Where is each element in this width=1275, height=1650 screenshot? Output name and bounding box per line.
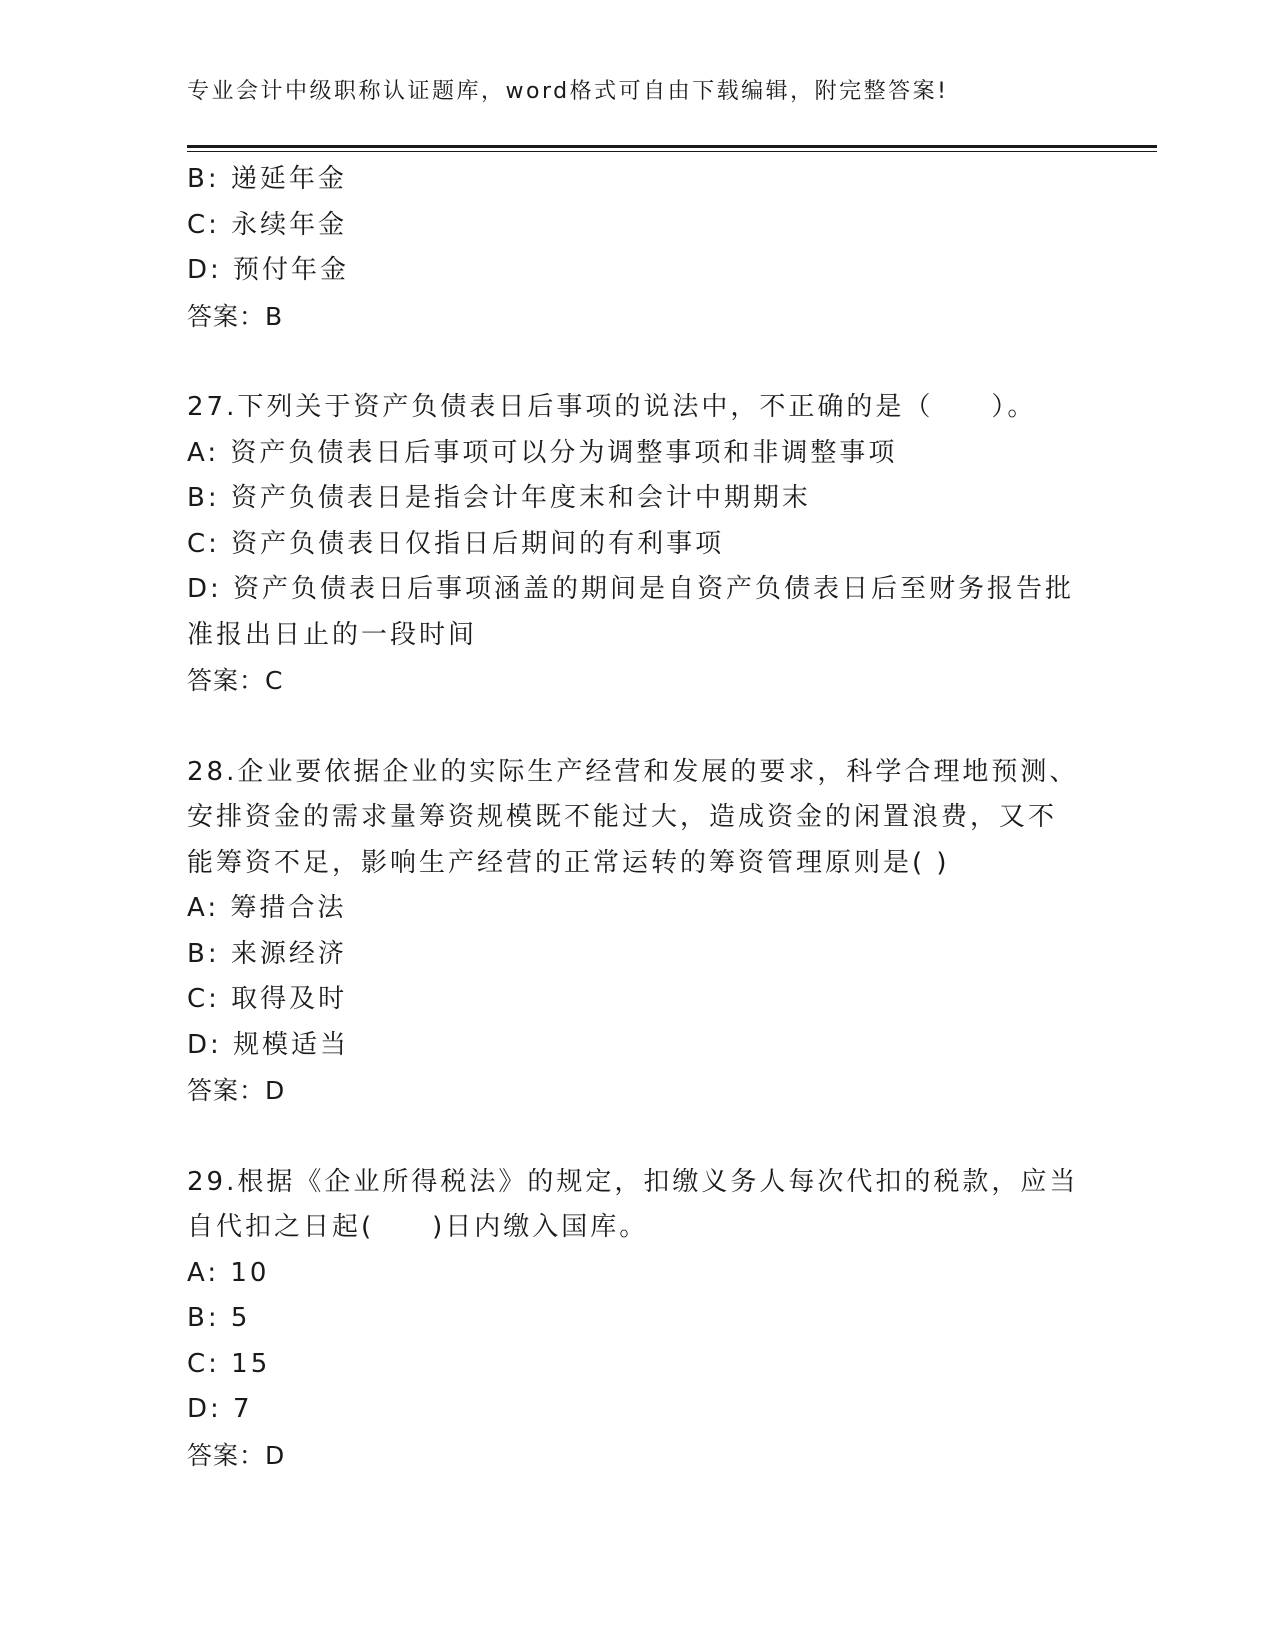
option-line: A: 资产负债表日后事项可以分为调整事项和非调整事项 <box>187 437 898 468</box>
option-line: B: 5 <box>187 1303 251 1333</box>
option-line-continuation: 准报出日止的一段时间 <box>187 619 478 650</box>
question-stem-line: 能筹资不足，影响生产经营的正常运转的筹资管理原则是( ) <box>187 847 950 878</box>
answer-line: 答案：B <box>187 301 284 331</box>
question-29 <box>187 1160 1087 1479</box>
answer-line: 答案：D <box>187 1440 286 1470</box>
header-rule-thick <box>187 145 1157 148</box>
question-stem-line: 自代扣之日起( )日内缴入国库。 <box>187 1212 649 1242</box>
question-27 <box>187 385 1087 704</box>
page-header: 专业会计中级职称认证题库，word格式可自由下载编辑，附完整答案! <box>187 79 949 104</box>
option-line: B: 递延年金 <box>187 164 347 194</box>
option-line: B: 来源经济 <box>187 938 347 969</box>
question-stem-line: 安排资金的需求量筹资规模既不能过大，造成资金的闲置浪费，又不 <box>187 802 1058 832</box>
option-line: A: 10 <box>187 1257 270 1288</box>
option-line: D: 预付年金 <box>187 255 350 285</box>
question-spacer <box>187 704 1087 750</box>
option-line: C: 永续年金 <box>187 209 348 240</box>
question-spacer <box>187 1114 1087 1160</box>
question-spacer <box>187 339 1087 385</box>
option-line: D: 规模适当 <box>187 1029 350 1060</box>
question-28 <box>187 750 1087 1114</box>
question-stem-line: 27.下列关于资产负债表日后事项的说法中，不正确的是（ ）。 <box>187 392 1037 422</box>
option-line: D: 资产负债表日后事项涵盖的期间是自资产负债表日后至财务报告批 <box>187 574 1075 604</box>
option-line: B: 资产负债表日是指会计年度末和会计中期期末 <box>187 483 811 513</box>
option-line: D: 7 <box>187 1394 253 1424</box>
option-line: C: 资产负债表日仅指日后期间的有利事项 <box>187 528 725 559</box>
option-line: C: 15 <box>187 1348 271 1379</box>
answer-line: 答案：D <box>187 1076 286 1105</box>
partial-question <box>187 157 1087 339</box>
question-stem-line: 28.企业要依据企业的实际生产经营和发展的要求，科学合理地预测、 <box>187 756 1079 787</box>
option-line: A: 筹措合法 <box>187 893 347 923</box>
answer-line: 答案：C <box>187 666 284 695</box>
header-rule-thin <box>187 151 1157 152</box>
document-body <box>187 157 1087 1478</box>
question-stem-line: 29.根据《企业所得税法》的规定，扣缴义务人每次代扣的税款，应当 <box>187 1166 1079 1197</box>
option-line: C: 取得及时 <box>187 984 348 1014</box>
